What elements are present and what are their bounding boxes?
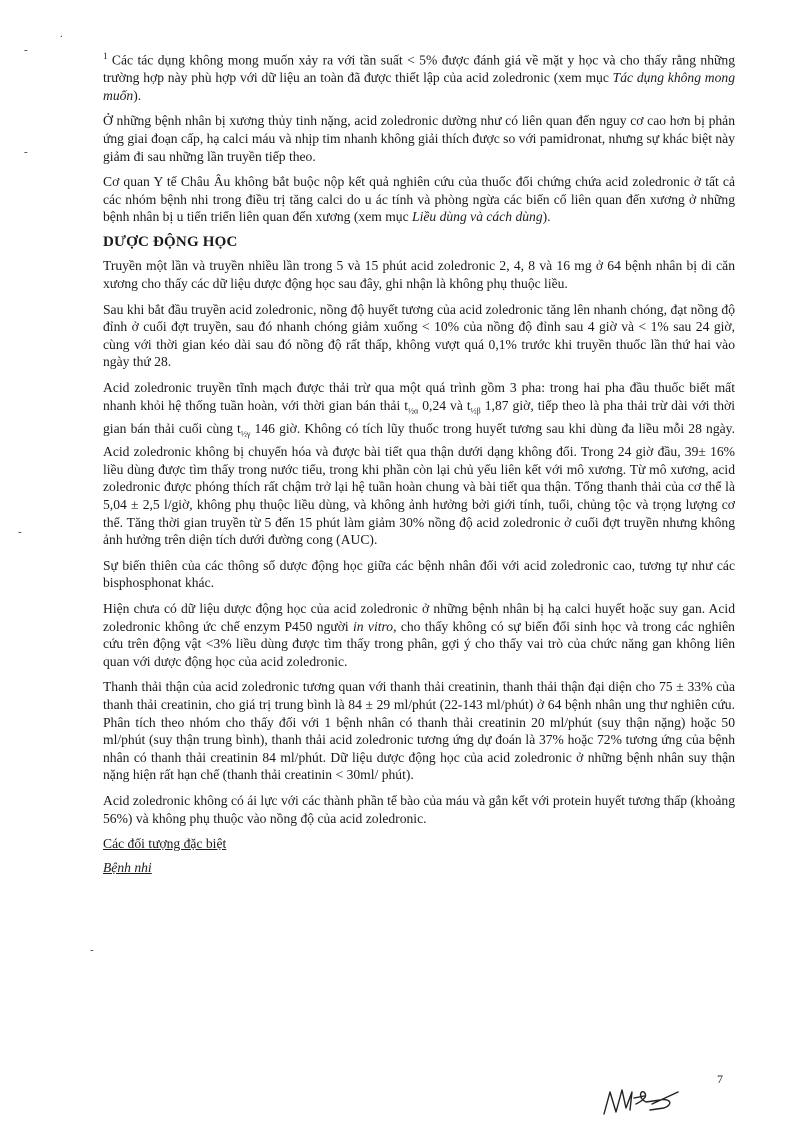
- section-heading: DƯỢC ĐỘNG HỌC: [103, 233, 238, 250]
- half-life-alpha: ½α: [408, 406, 419, 416]
- in-vitro-term: in vitro: [353, 618, 394, 634]
- ema-end: ).: [542, 209, 551, 225]
- document-page: [103, 48, 735, 882]
- margin-mark: .: [60, 28, 63, 40]
- half-life-gamma: ½γ: [240, 429, 251, 439]
- paragraph-osteogenesis: Ở những bệnh nhân bị xương thủy tinh nặng, acid zoledronic dường như có liên quan đến nguy cơ cao hơn bị phản ứng giai đoạn cấp, hạ calci máu và nhịp tim nhanh không giải thích được so với pamidronat, nhưng sự khác biệt này giảm đi sau những lần truyền tiếp theo.: [103, 113, 736, 164]
- hepatic-text-b: , cho thấy không có sự biến đổi sinh học và trong các nghiên cứu trên động vật <3% liều dùng được tìm thấy trong phân, gợi ý cho thấy vai trò của chức năng gan không liên quan với dược động học của acid zoledronic.: [103, 618, 735, 669]
- elimination-text-d: 146 giờ. Không có tích lũy thuốc trong huyết tương sau khi dùng đa liều mỗi 28 ngày. Acid zoledronic không bị chuyển hóa và được bài tiết qua thận dưới dạng không đổi. Trong 24 giờ đầu, 39± 16% liều dùng được tìm thấy trong nước tiểu, trong khi phần còn lại chủ yếu liên kết với mô xương. Từ mô xương, acid zoledronic được phóng thích rất chậm trở lại hệ tuần hoàn chung và bài tiết qua thận. Tổng thanh thải của cơ thể là 5,04 ± 2,5 l/giờ, không phụ thuộc liều dùng, và không ảnh hưởng bởi giới tính, tuổi, chủng tộc và trọng lượng cơ thể. Tăng thời gian truyền từ 5 đến 15 phút làm giảm 30% nồng độ acid zoledronic ở cuối đợt truyền nhưng không ảnh hưởng trên diện tích dưới đường cong (AUC).: [103, 420, 735, 548]
- margin-mark: -: [24, 44, 28, 56]
- ema-text: Cơ quan Y tế Châu Âu không bắt buộc nộp kết quả nghiên cứu của thuốc đối chứng chứa acid zoledronic ở tất cả các nhóm bệnh nhi trong điều trị tăng calci do u ác tính và phòng ngừa các biến cố liên quan đến xương ở những bệnh nhân bị u tiến triển liên quan đến xương (xem mục: [103, 174, 735, 225]
- half-life-beta: ½β: [470, 406, 481, 416]
- paragraph-ema: [103, 173, 735, 226]
- ema-reference: Liều dùng và cách dùng: [412, 209, 543, 225]
- paragraph-variability: Sự biến thiên của các thông số dược động học giữa các bệnh nhân đối với acid zoledronic cao, tương tự như các bisphosphonat khác.: [103, 557, 735, 591]
- margin-mark: -: [18, 526, 22, 538]
- footnote-paragraph: [103, 48, 735, 104]
- paragraph-protein-binding: Acid zoledronic không có ái lực với các thành phần tế bào của máu và gắn kết với protein huyết tương thấp (khoảng 56%) và không phụ thuộc vào nồng độ của acid zoledronic.: [103, 792, 735, 826]
- signature-image: [600, 1078, 700, 1128]
- footnote-text: Các tác dụng không mong muốn xảy ra với tần suất < 5% được đánh giá về mặt y học và cho thấy rằng những trường hợp này phù hợp với dữ liệu an toàn đã được thiết lập của acid zoledronic (xem mục: [103, 52, 735, 86]
- subheading-pediatric: Bệnh nhi: [103, 859, 152, 875]
- page-number: 7: [717, 1072, 723, 1086]
- paragraph-plasma: Sau khi bắt đầu truyền acid zoledronic, nồng độ huyết tương của acid zoledronic tăng lên nhanh chóng, đạt nồng độ đỉnh ở cuối đợt truyền, sau đó nhanh chóng giảm xuống < 10% của nồng độ đỉnh sau 4 giờ và < 1% sau 24 giờ, cùng với thời gian kéo dài sau đó nồng độ rất thấp, không vượt quá 0,1% trước khi truyền thuốc lần thứ hai vào ngày thứ 28.: [103, 301, 735, 370]
- paragraph-infusion: Truyền một lần và truyền nhiều lần trong 5 và 15 phút acid zoledronic 2, 4, 8 và 16 mg ở 64 bệnh nhân bị di căn xương cho thấy các dữ liệu dược động học sau đây, ghi nhận là không phụ thuộc liều.: [103, 258, 735, 292]
- footnote-marker: 1: [103, 51, 108, 61]
- paragraph-renal: Thanh thải thận của acid zoledronic tương quan với thanh thải creatinin, thanh thải thận đại diện cho 75 ± 33% của thanh thải creatinin, cho giá trị trung bình là 84 ± 29 ml/phút (22-143 ml/phút) ở 64 bệnh nhân ung thư nghiên cứu. Phân tích theo nhóm cho thấy đối với 1 bệnh nhân có thanh thải creatinin 20 ml/phút (suy thận nặng) hoặc 50 ml/phút (suy thận trung bình), thanh thải acid zoledronic tương ứng dự đoán là 37% hoặc 72% tương ứng của bệnh nhân có thanh thải creatinin 84 ml/phút. Dữ liệu dược động học của acid zoledronic ở những bệnh nhân suy thận nặng hiện rất hạn chế (thanh thải creatinin < 30ml/ phút).: [103, 679, 735, 783]
- hepatic-text-a: Hiện chưa có dữ liệu dược động học của acid zoledronic ở những bệnh nhân bị hạ calci huyết hoặc suy gan. Acid zoledronic không ức chế enzym P450 người: [103, 601, 735, 634]
- paragraph-elimination: [103, 379, 735, 549]
- margin-mark: -: [90, 944, 94, 956]
- elimination-text-a: Acid zoledronic truyền tĩnh mạch được thải trừ qua một quá trình gồm 3 pha: trong hai pha đầu thuốc biết mất nhanh khỏi hệ thống tuần hoàn, với thời gian bán thải t: [103, 380, 735, 413]
- subheading-special-populations: Các đối tượng đặc biệt: [103, 836, 227, 852]
- footnote-end: ).: [133, 87, 142, 103]
- elimination-text-b: 0,24 và t: [418, 397, 471, 413]
- elimination-text-c: 1,87 giờ, tiếp theo là pha thải trừ dài với thời gian bán thải cuối cùng t: [103, 397, 736, 436]
- paragraph-hepatic: [103, 600, 735, 670]
- margin-mark: -: [24, 146, 28, 158]
- footnote-reference: Tác dụng không mong muốn: [103, 70, 735, 103]
